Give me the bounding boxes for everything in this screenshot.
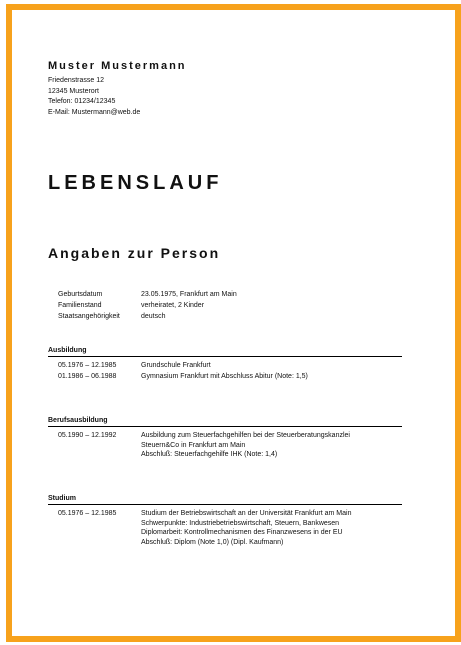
label-marital-status: Familienstand: [58, 302, 102, 309]
desc-line: Diplomarbeit: Kontrollmechanismen des Finanzwesens in der EU: [141, 529, 343, 536]
value-birthdate: 23.05.1975, Frankfurt am Main: [141, 291, 237, 298]
desc-line: Schwerpunkte: Industriebetriebswirtschaft, Steuern, Bankwesen: [141, 519, 340, 527]
street: Friedenstrasse 12: [48, 77, 105, 84]
section-rule: [48, 504, 402, 505]
phone: Telefon: 01234/12345: [48, 98, 116, 105]
date-berufsausbildung-1: 05.1990 – 12.1992: [58, 432, 117, 439]
desc-line: Ausbildung zum Steuerfachgehilfen bei der Steuerberatungskanzlei: [141, 432, 350, 439]
email: E-Mail: Mustermann@web.de: [48, 108, 141, 116]
desc-line: Abschluß: Diplom (Note 1,0) (Dipl. Kaufmann): [141, 538, 284, 546]
desc-ausbildung-1: Grundschule Frankfurt: [141, 362, 211, 369]
applicant-name: Muster Mustermann: [48, 60, 187, 72]
label-birthdate: Geburtsdatum: [58, 291, 103, 298]
desc-line: Studium der Betriebswirtschaft an der Universität Frankfurt am Main: [141, 510, 352, 517]
page-title: LEBENSLAUF: [48, 172, 223, 194]
date-ausbildung-2: 01.1986 – 06.1988: [58, 373, 117, 380]
desc-berufsausbildung-1: [141, 431, 350, 460]
value-nationality: deutsch: [141, 313, 166, 320]
desc-ausbildung-2: Gymnasium Frankfurt mit Abschluss Abitur (Note: 1,5): [141, 373, 308, 380]
section-heading-ausbildung: Ausbildung: [48, 347, 87, 354]
desc-studium-1: [141, 509, 351, 547]
address-block: [48, 76, 140, 118]
section-rule: [48, 426, 402, 427]
desc-line: Abschluß: Steuerfachgehilfe IHK (Note: 1,4): [141, 451, 278, 458]
personal-heading: Angaben zur Person: [48, 245, 221, 261]
city: 12345 Musterort: [48, 87, 99, 95]
desc-line: Steuern&Co in Frankfurt am Main: [141, 441, 246, 449]
section-heading-studium: Studium: [48, 495, 76, 502]
value-marital-status: verheiratet, 2 Kinder: [141, 302, 205, 309]
section-rule: [48, 356, 402, 357]
section-heading-berufsausbildung: Berufsausbildung: [48, 417, 108, 424]
date-studium-1: 05.1976 – 12.1985: [58, 510, 117, 517]
label-nationality: Staatsangehörigkeit: [58, 313, 120, 320]
date-ausbildung-1: 05.1976 – 12.1985: [58, 362, 117, 369]
